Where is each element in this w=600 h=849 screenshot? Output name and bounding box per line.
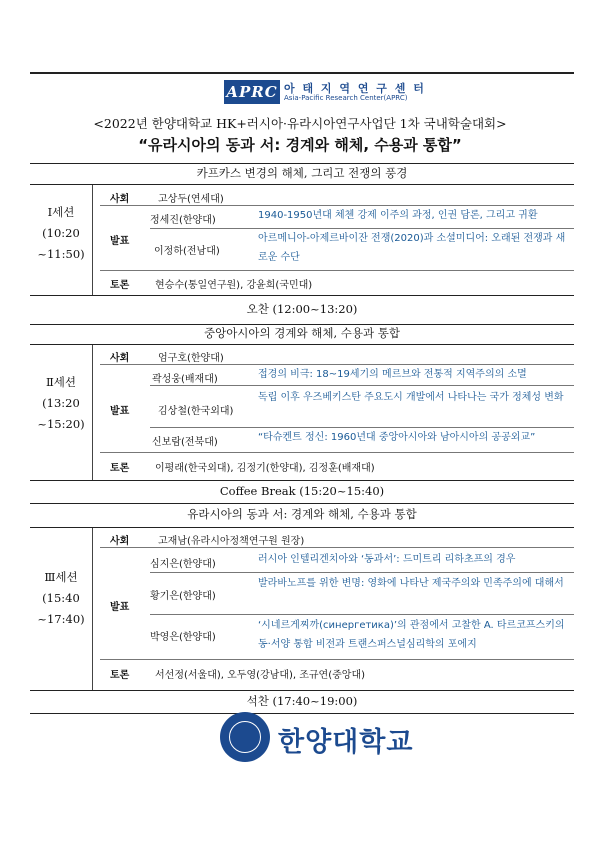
session3-divider — [92, 528, 93, 690]
session3-label — [30, 567, 92, 630]
row-divider — [100, 452, 574, 453]
session1-topic1: 1940-1950년대 체첸 강제 이주의 과정, 인권 담론, 그리고 귀환 — [258, 210, 538, 221]
lunch-band — [30, 295, 574, 325]
session3-topic1: 러시아 인텔리겐치아와 ‘동과서’: 드미트리 리하초프의 경우 — [258, 554, 516, 565]
top-rule — [30, 72, 574, 74]
university-logo — [220, 712, 414, 768]
session3-chair-role: 사회 — [110, 536, 130, 547]
lunch-break: 오찬 (12:00~13:20) — [246, 302, 358, 316]
session2-presenter3: 신보람(전북대) — [152, 437, 218, 448]
session3-theme: 유라시아의 동과 서: 경계와 해체, 수용과 통합 — [187, 507, 417, 521]
event-subtitle: <2022년 한양대학교 HK+러시아·유라시아연구사업단 1차 국내학술대회> — [93, 116, 507, 131]
session3-name: Ⅲ세션 — [44, 570, 78, 584]
session3-presenter2: 황기은(한양대) — [150, 591, 216, 602]
session2-discussants: 이평래(한국외대), 김정기(한양대), 김정훈(배재대) — [155, 463, 375, 474]
aprc-english-name: Asia-Pacific Research Center(APRC) — [284, 94, 408, 102]
session1-presenter1: 정세진(한양대) — [150, 215, 216, 226]
session3-discussants: 서선정(서울대), 오두영(강남대), 조규연(중앙대) — [155, 670, 366, 681]
aprc-logo — [224, 80, 426, 106]
session1-time-end: ~11:50) — [37, 247, 85, 261]
university-seal-icon — [220, 712, 270, 762]
university-name: 한양대학교 — [278, 727, 414, 758]
aprc-korean-name: 아 태 지 역 연 구 센 터 — [284, 82, 426, 95]
session2-theme: 중앙아시아의 경계와 해체, 수용과 통합 — [203, 326, 401, 340]
row-divider — [150, 572, 574, 573]
coffee-break: Coffee Break (15:20~15:40) — [219, 484, 385, 498]
session3-topic3: ‘시네르게찌까(синергетика)’의 관점에서 고찰한 A. 타르코프스키의 동·서양 통합 비전과 트랜스퍼스널심리학의 포에지 — [258, 620, 565, 650]
session3-discussion-role: 토론 — [110, 670, 130, 681]
session2-time-end: ~15:20) — [37, 417, 85, 431]
dinner-break: 석찬 (17:40~19:00) — [246, 694, 358, 708]
session3-theme-band — [30, 504, 574, 528]
session1-name: Ⅰ세션 — [47, 205, 75, 219]
aprc-logo-mark: APRC — [224, 80, 280, 104]
session2-divider — [92, 345, 93, 480]
session2-chair-role: 사회 — [110, 353, 130, 364]
row-divider — [150, 385, 574, 386]
row-divider — [100, 659, 574, 660]
row-divider — [100, 547, 574, 548]
dinner-band — [30, 690, 574, 714]
session1-discussants: 현승수(통일연구원), 강윤희(국민대) — [155, 280, 313, 291]
session2-presenter2: 김상철(한국외대) — [158, 406, 234, 417]
session2-topic1: 접경의 비극: 18~19세기의 메르브와 전통적 지역주의의 소멸 — [258, 369, 527, 380]
event-title: “유라시아의 동과 서: 경계와 해체, 수용과 통합” — [138, 136, 462, 154]
session3-chair: 고재남(유라시아정책연구원 원장) — [158, 536, 305, 547]
session1-time-start: (10:20 — [42, 226, 80, 240]
row-divider — [150, 614, 574, 615]
session2-topic2: 독립 이후 우즈베키스탄 주요도시 개발에서 나타나는 국가 정체성 변화 — [258, 392, 564, 403]
session3-presenter3: 박영은(한양대) — [150, 632, 216, 643]
session3-presenter-role: 발표 — [110, 602, 130, 613]
session1-topic2: 아르메니아-아제르바이잔 전쟁(2020)과 소셜미디어: 오래된 전쟁과 새로운 수단 — [258, 233, 566, 263]
session2-time-start: (13:20 — [42, 396, 80, 410]
row-divider — [100, 270, 574, 271]
session3-time-start: (15:40 — [42, 591, 80, 605]
session2-theme-band — [30, 325, 574, 345]
session2-label — [30, 372, 92, 435]
session2-topic3: “타슈켄트 정신: 1960년대 중앙아시아와 남아시아의 공공외교” — [258, 432, 536, 443]
session3-time-end: ~17:40) — [37, 612, 85, 626]
session1-theme: 카프카스 변경의 해체, 그리고 전쟁의 풍경 — [196, 166, 408, 180]
session2-chair: 엄구호(한양대) — [158, 353, 224, 364]
session3-presenter1: 심지은(한양대) — [150, 559, 216, 570]
session1-label — [30, 202, 92, 265]
session2-discussion-role: 토론 — [110, 463, 130, 474]
session3-topic2: 발라바노프를 위한 변명: 영화에 나타난 제국주의와 민족주의에 대해서 — [258, 578, 564, 589]
session1-chair-role: 사회 — [110, 194, 130, 205]
session1-presenter2: 이정하(전남대) — [154, 246, 220, 257]
session1-presenter-role: 발표 — [110, 236, 130, 247]
session2-presenter-role: 발표 — [110, 406, 130, 417]
session2-presenter1: 곽성웅(배재대) — [152, 374, 218, 385]
session1-chair: 고상두(연세대) — [158, 194, 224, 205]
session2-name: Ⅱ세션 — [45, 375, 77, 389]
coffee-band — [30, 480, 574, 504]
session1-theme-band — [30, 163, 574, 185]
session1-divider — [92, 185, 93, 295]
session1-discussion-role: 토론 — [110, 280, 130, 291]
